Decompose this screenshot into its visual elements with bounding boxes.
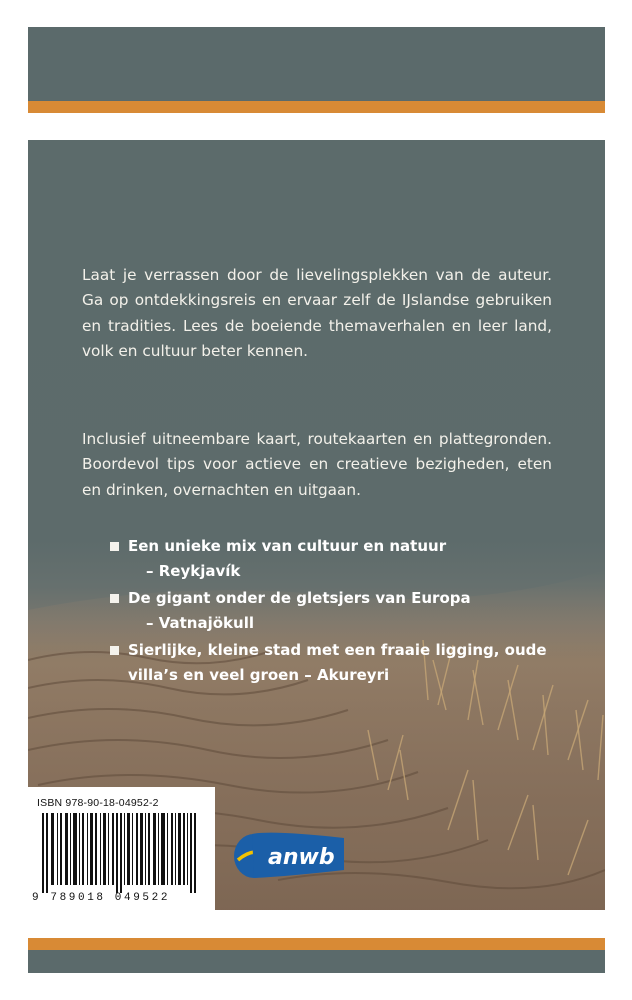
highlight-text: Sierlijke, kleine stad met een fraaie ligging, oude villa’s en veel groen – Akureyri <box>128 641 547 684</box>
bullet-square-icon <box>110 646 119 655</box>
highlight-place: – Vatnajökull <box>146 613 254 632</box>
description-paragraph-1: Laat je verrassen door de lievelingsplekken van de auteur. Ga op ontdekkingsreis en ervaar zelf de IJslandse gebruiken en tradities. Lees de boeiende themaverhalen en leer land, volk en cultuur beter kennen. <box>82 266 552 361</box>
barcode-bars <box>34 813 209 893</box>
highlight-text: Een unieke mix van cultuur en natuur <box>128 537 447 555</box>
highlights-list <box>110 534 570 690</box>
anwb-logo-icon <box>232 826 347 882</box>
top-orange-stripe <box>28 101 605 113</box>
top-band <box>28 27 605 101</box>
bullet-square-icon <box>110 594 119 603</box>
highlight-item <box>110 638 570 687</box>
isbn-barcode <box>28 787 215 911</box>
highlight-item <box>110 534 570 583</box>
barcode-number: 9 789018 049522 <box>32 892 171 904</box>
isbn-label: ISBN 978-90-18-04952-2 <box>37 797 159 809</box>
highlight-item <box>110 586 570 635</box>
bottom-orange-stripe <box>28 938 605 950</box>
bullet-square-icon <box>110 542 119 551</box>
description-paragraph-2: Inclusief uitneembare kaart, routekaarten en plattegronden. Boordevol tips voor actieve en creatieve bezigheden, eten en drinken, overnachten en uitgaan. <box>82 430 552 499</box>
highlight-text: De gigant onder de gletsjers van Europa <box>128 589 471 607</box>
highlight-place: – Reykjavík <box>146 561 241 580</box>
bottom-band <box>28 950 605 973</box>
logo-text: anwb <box>268 845 335 870</box>
